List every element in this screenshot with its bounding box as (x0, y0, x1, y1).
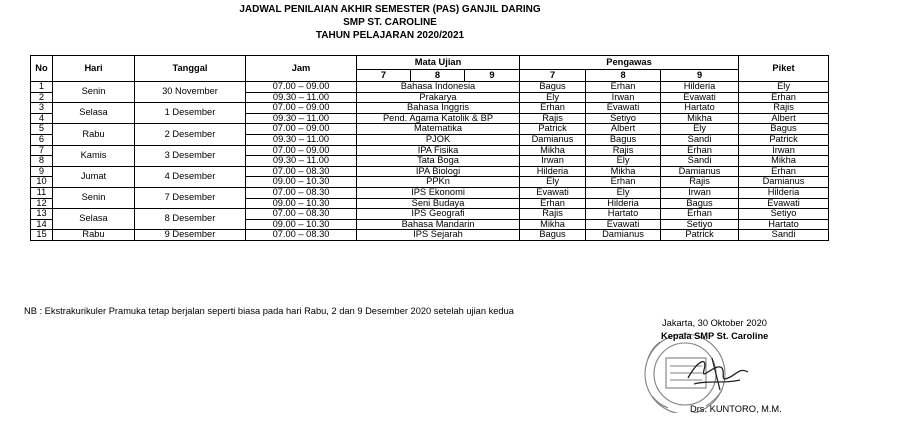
day-cell: Rabu (53, 230, 135, 241)
time-cell: 07.00 – 09.00 (246, 145, 357, 156)
date-cell: 9 Desember (135, 230, 246, 241)
col-header-pengawas-grade-9: 9 (661, 70, 739, 82)
footnote: NB : Ekstrakurikuler Pramuka tetap berjalan seperti biasa pada hari Rabu, 2 dan 9 Desember 2020 setelah ujian kedua (24, 306, 514, 316)
subject-cell: Prakarya (357, 92, 520, 103)
subject-cell: Bahasa Indonesia (357, 82, 520, 93)
subject-cell: Bahasa Inggris (357, 103, 520, 114)
proctor-grade-9: Bagus (661, 198, 739, 209)
proctor-grade-8: Bagus (586, 134, 661, 145)
signature-role: Kepala SMP St. Caroline (661, 331, 769, 341)
proctor-grade-8: Erhan (586, 177, 661, 188)
date-cell: 2 Desember (135, 124, 246, 145)
day-cell: Kamis (53, 145, 135, 166)
subject-cell: PPKn (357, 177, 520, 188)
time-cell: 09.30 – 11.00 (246, 134, 357, 145)
subject-cell: IPS Geografi (357, 209, 520, 220)
subject-cell: IPA Fisika (357, 145, 520, 156)
proctor-grade-7: Erhan (520, 198, 586, 209)
col-header-mata-ujian: Mata Ujian (357, 56, 520, 70)
subject-cell: Seni Budaya (357, 198, 520, 209)
date-cell: 7 Desember (135, 187, 246, 208)
col-header-pengawas-grade-8: 8 (586, 70, 661, 82)
table-row (31, 124, 829, 135)
time-cell: 09.00 – 10.30 (246, 198, 357, 209)
subject-cell: IPS Ekonomi (357, 187, 520, 198)
proctor-grade-9: Rajis (661, 177, 739, 188)
date-cell: 4 Desember (135, 166, 246, 187)
col-header-jam: Jam (246, 56, 357, 82)
proctor-grade-9: Erhan (661, 209, 739, 220)
document-title: JADWAL PENILAIAN AKHIR SEMESTER (PAS) GANJIL DARING (239, 4, 541, 15)
row-number: 4 (31, 113, 53, 124)
time-cell: 07.00 – 09.00 (246, 103, 357, 114)
table-row (31, 103, 829, 114)
proctor-grade-9: Hilderia (661, 82, 739, 93)
time-cell: 07.00 – 09.00 (246, 82, 357, 93)
proctor-grade-8: Ely (586, 156, 661, 167)
proctor-grade-9: Evawati (661, 92, 739, 103)
proctor-grade-7: Ely (520, 177, 586, 188)
proctor-grade-7: Erhan (520, 103, 586, 114)
proctor-grade-9: Patrick (661, 230, 739, 241)
time-cell: 09.00 – 10.30 (246, 219, 357, 230)
subject-cell: IPS Sejarah (357, 230, 520, 241)
date-cell: 3 Desember (135, 145, 246, 166)
proctor-grade-8: Mikha (586, 166, 661, 177)
proctor-grade-8: Erhan (586, 82, 661, 93)
proctor-grade-8: Setiyo (586, 113, 661, 124)
table-row (31, 166, 829, 177)
table-row (31, 209, 829, 220)
proctor-grade-7: Mikha (520, 219, 586, 230)
academic-year: TAHUN PELAJARAN 2020/2021 (315, 30, 465, 41)
subject-cell: Pend. Agama Katolik & BP (357, 113, 520, 124)
proctor-grade-9: Setiyo (661, 219, 739, 230)
table-row (31, 230, 829, 241)
row-number: 1 (31, 82, 53, 93)
row-number: 2 (31, 92, 53, 103)
proctor-grade-7: Mikha (520, 145, 586, 156)
col-header-mapel-grade-9: 9 (465, 70, 520, 82)
duty-officer: Bagus (739, 124, 829, 135)
day-cell: Selasa (53, 209, 135, 230)
row-number: 14 (31, 219, 53, 230)
duty-officer: Hartato (739, 219, 829, 230)
proctor-grade-9: Hartato (661, 103, 739, 114)
date-cell: 30 November (135, 82, 246, 103)
proctor-grade-7: Bagus (520, 230, 586, 241)
time-cell: 09.30 – 11.00 (246, 156, 357, 167)
proctor-grade-7: Hilderia (520, 166, 586, 177)
proctor-grade-7: Bagus (520, 82, 586, 93)
subject-cell: PJOK (357, 134, 520, 145)
col-header-mapel-grade-7: 7 (357, 70, 411, 82)
duty-officer: Damianus (739, 177, 829, 188)
time-cell: 07.00 – 09.00 (246, 124, 357, 135)
proctor-grade-9: Ely (661, 124, 739, 135)
proctor-grade-9: Mikha (661, 113, 739, 124)
proctor-grade-7: Damianus (520, 134, 586, 145)
day-cell: Rabu (53, 124, 135, 145)
row-number: 6 (31, 134, 53, 145)
proctor-grade-9: Sandi (661, 156, 739, 167)
date-cell: 8 Desember (135, 209, 246, 230)
exam-schedule-table (30, 55, 829, 241)
proctor-grade-8: Damianus (586, 230, 661, 241)
col-header-hari: Hari (53, 56, 135, 82)
proctor-grade-8: Ely (586, 187, 661, 198)
row-number: 13 (31, 209, 53, 220)
day-cell: Senin (53, 82, 135, 103)
signature-place-date: Jakarta, 30 Oktober 2020 (662, 318, 767, 328)
proctor-grade-9: Irwan (661, 187, 739, 198)
col-header-pengawas: Pengawas (520, 56, 739, 70)
time-cell: 07.00 – 08.30 (246, 187, 357, 198)
time-cell: 07.00 – 08.30 (246, 230, 357, 241)
col-header-pengawas-grade-7: 7 (520, 70, 586, 82)
row-number: 9 (31, 166, 53, 177)
row-number: 12 (31, 198, 53, 209)
row-number: 3 (31, 103, 53, 114)
duty-officer: Sandi (739, 230, 829, 241)
subject-cell: Tata Boga (357, 156, 520, 167)
proctor-grade-8: Irwan (586, 92, 661, 103)
col-header-piket: Piket (739, 56, 829, 82)
duty-officer: Erhan (739, 92, 829, 103)
proctor-grade-7: Evawati (520, 187, 586, 198)
duty-officer: Patrick (739, 134, 829, 145)
duty-officer: Hilderia (739, 187, 829, 198)
row-number: 8 (31, 156, 53, 167)
row-number: 7 (31, 145, 53, 156)
proctor-grade-8: Hilderia (586, 198, 661, 209)
time-cell: 07.00 – 08.30 (246, 166, 357, 177)
duty-officer: Mikha (739, 156, 829, 167)
subject-cell: Bahasa Mandarin (357, 219, 520, 230)
duty-officer: Albert (739, 113, 829, 124)
proctor-grade-7: Ely (520, 92, 586, 103)
duty-officer: Setiyo (739, 209, 829, 220)
proctor-grade-9: Damianus (661, 166, 739, 177)
table-row (31, 145, 829, 156)
time-cell: 09.30 – 11.00 (246, 92, 357, 103)
table-row (31, 187, 829, 198)
proctor-grade-8: Hartato (586, 209, 661, 220)
proctor-grade-7: Irwan (520, 156, 586, 167)
signature-name: Drs. KUNTORO, M.M. (690, 404, 782, 414)
proctor-grade-8: Albert (586, 124, 661, 135)
proctor-grade-7: Patrick (520, 124, 586, 135)
proctor-grade-7: Rajis (520, 209, 586, 220)
row-number: 10 (31, 177, 53, 188)
time-cell: 07.00 – 08.30 (246, 209, 357, 220)
subject-cell: Matematika (357, 124, 520, 135)
proctor-grade-9: Sandi (661, 134, 739, 145)
date-cell: 1 Desember (135, 103, 246, 124)
proctor-grade-7: Rajis (520, 113, 586, 124)
row-number: 15 (31, 230, 53, 241)
school-name: SMP ST. CAROLINE (343, 17, 437, 28)
row-number: 11 (31, 187, 53, 198)
proctor-grade-9: Erhan (661, 145, 739, 156)
duty-officer: Erhan (739, 166, 829, 177)
day-cell: Jumat (53, 166, 135, 187)
duty-officer: Rajis (739, 103, 829, 114)
col-header-tanggal: Tanggal (135, 56, 246, 82)
time-cell: 09.30 – 11.00 (246, 113, 357, 124)
proctor-grade-8: Evawati (586, 219, 661, 230)
subject-cell: IPA Biologi (357, 166, 520, 177)
proctor-grade-8: Rajis (586, 145, 661, 156)
col-header-mapel-grade-8: 8 (411, 70, 465, 82)
duty-officer: Ely (739, 82, 829, 93)
col-header-no: No (31, 56, 53, 82)
row-number: 5 (31, 124, 53, 135)
proctor-grade-8: Evawati (586, 103, 661, 114)
table-row (31, 82, 829, 93)
time-cell: 09.00 – 10.30 (246, 177, 357, 188)
day-cell: Senin (53, 187, 135, 208)
duty-officer: Evawati (739, 198, 829, 209)
day-cell: Selasa (53, 103, 135, 124)
duty-officer: Irwan (739, 145, 829, 156)
